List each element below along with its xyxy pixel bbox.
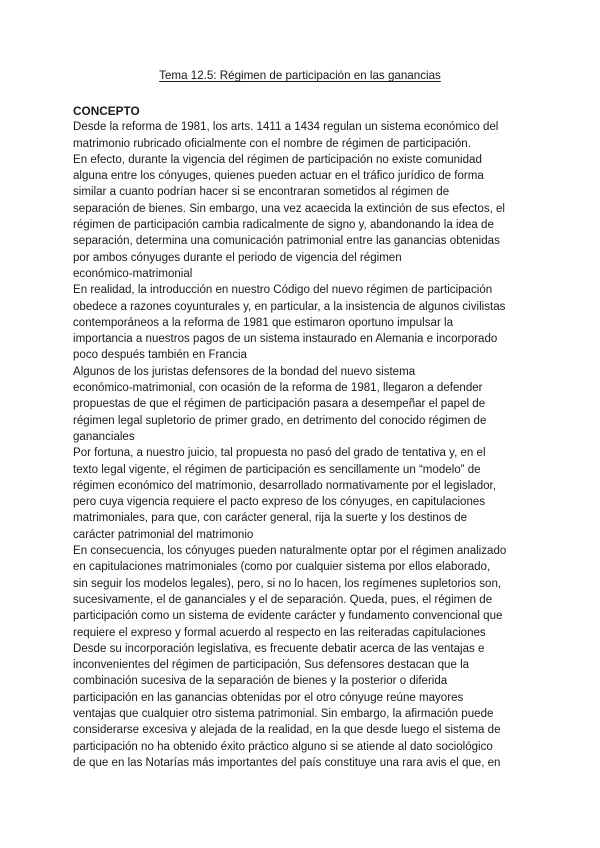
- text-line: En efecto, durante la vigencia del régimen de participación no existe comunidad: [73, 153, 482, 166]
- text-line: participación no ha obtenido éxito práctico alguno si se atiende al dato sociológico: [73, 740, 493, 753]
- text-line: importancia a nuestros pagos de un sistema instaurado en Alemania e incorporado: [73, 333, 498, 346]
- text-line: inconvenientes del régimen de participación, Sus defensores destacan que la: [73, 659, 470, 672]
- text-line: poco después también en Francia: [73, 349, 247, 362]
- text-line: Desde la reforma de 1981, los arts. 1411 a 1434 regulan un sistema económico del: [73, 121, 499, 134]
- text-line: alguna entre los cónyuges, quienes pueden actuar en el tráfico jurídico de forma: [73, 170, 484, 183]
- text-line: texto legal vigente, el régimen de participación es sencillamente un “modelo” de: [73, 463, 481, 476]
- text-line: régimen legal supletorio de primer grado, en detrimento del conocido régimen de: [73, 414, 487, 427]
- text-line: matrimoniales, para que, con carácter general, rija la suerte y los destinos de: [73, 512, 468, 525]
- text-line: participación como un sistema de evidente carácter y fundamento convencional que: [73, 610, 503, 623]
- text-line: separación, determina una comunicación patrimonial entre las ganancias obtenidas: [73, 235, 500, 248]
- text-line: régimen económico del matrimonio, desarrollado normativamente por el legislador,: [73, 479, 496, 492]
- section-heading-concepto: CONCEPTO: [73, 104, 140, 118]
- text-line: pero cuya vigencia requiere el pacto expreso de los cónyuges, en capitulaciones: [73, 496, 486, 509]
- text-line: Algunos de los juristas defensores de la bondad del nuevo sistema: [73, 365, 416, 378]
- text-line: en capitulaciones matrimoniales (como por cualquier sistema por ellos elaborado,: [73, 561, 491, 574]
- text-line: considerarse excesiva y alejada de la realidad, en la que desde luego el sistema de: [73, 724, 501, 737]
- text-line: requiere el expreso y formal acuerdo al respecto en las reiteradas capitulaciones: [73, 626, 486, 639]
- text-line: combinación sucesiva de la separación de bienes y la posterior o diferida: [73, 675, 448, 688]
- text-line: económico-matrimonial, con ocasión de la reforma de 1981, llegaron a defender: [73, 382, 483, 395]
- text-line: sucesivamente, el de gananciales y el de separación. Queda, pues, el régimen de: [73, 593, 493, 606]
- text-line: económico-matrimonial: [73, 267, 193, 280]
- text-line: participación en las ganancias obtenidas por el otro cónyuge reúne mayores: [73, 691, 464, 704]
- text-line: propuestas de que el régimen de participación pasara a desempeñar el papel de: [73, 398, 486, 411]
- text-line: gananciales: [73, 430, 135, 443]
- text-line: contemporáneos a la reforma de 1981 que estimaron oportuno impulsar la: [73, 316, 453, 329]
- text-line: por ambos cónyuges durante el periodo de vigencia del régimen: [73, 251, 402, 264]
- text-line: En realidad, la introducción en nuestro Código del nuevo régimen de participación: [73, 284, 493, 297]
- document-body: [73, 103, 533, 771]
- text-line: ventajas que cualquier otro sistema patrimonial. Sin embargo, la afirmación puede: [73, 707, 494, 720]
- text-line: sin seguir los modelos legales), pero, si no lo hacen, los regímenes supletorios son,: [73, 577, 502, 590]
- document-title: Tema 12.5: Régimen de participación en las ganancias: [159, 69, 441, 82]
- text-line: obedece a razones coyunturales y, en particular, a la insistencia de algunos civilistas: [73, 300, 506, 313]
- text-line: carácter patrimonial del matrimonio: [73, 528, 254, 541]
- text-line: similar a cuanto podrían hacer si se encontraran sometidos al régimen de: [73, 186, 450, 199]
- text-line: de que en las Notarías más importantes del país constituye una rara avis el que, en: [73, 756, 501, 769]
- text-line: matrimonio rubricado oficialmente con el nombre de régimen de participación.: [73, 137, 471, 150]
- text-line: Desde su incorporación legislativa, es frecuente debatir acerca de las ventajas e: [73, 642, 485, 655]
- text-line: régimen de participación cambia radicalmente de signo y, abandonando la idea de: [73, 219, 494, 232]
- text-line: Por fortuna, a nuestro juicio, tal propuesta no pasó del grado de tentativa y, en el: [73, 447, 486, 460]
- text-line: En consecuencia, los cónyuges pueden naturalmente optar por el régimen analizado: [73, 545, 507, 558]
- text-line: separación de bienes. Sin embargo, una vez acaecida la extinción de sus efectos, el: [73, 202, 505, 215]
